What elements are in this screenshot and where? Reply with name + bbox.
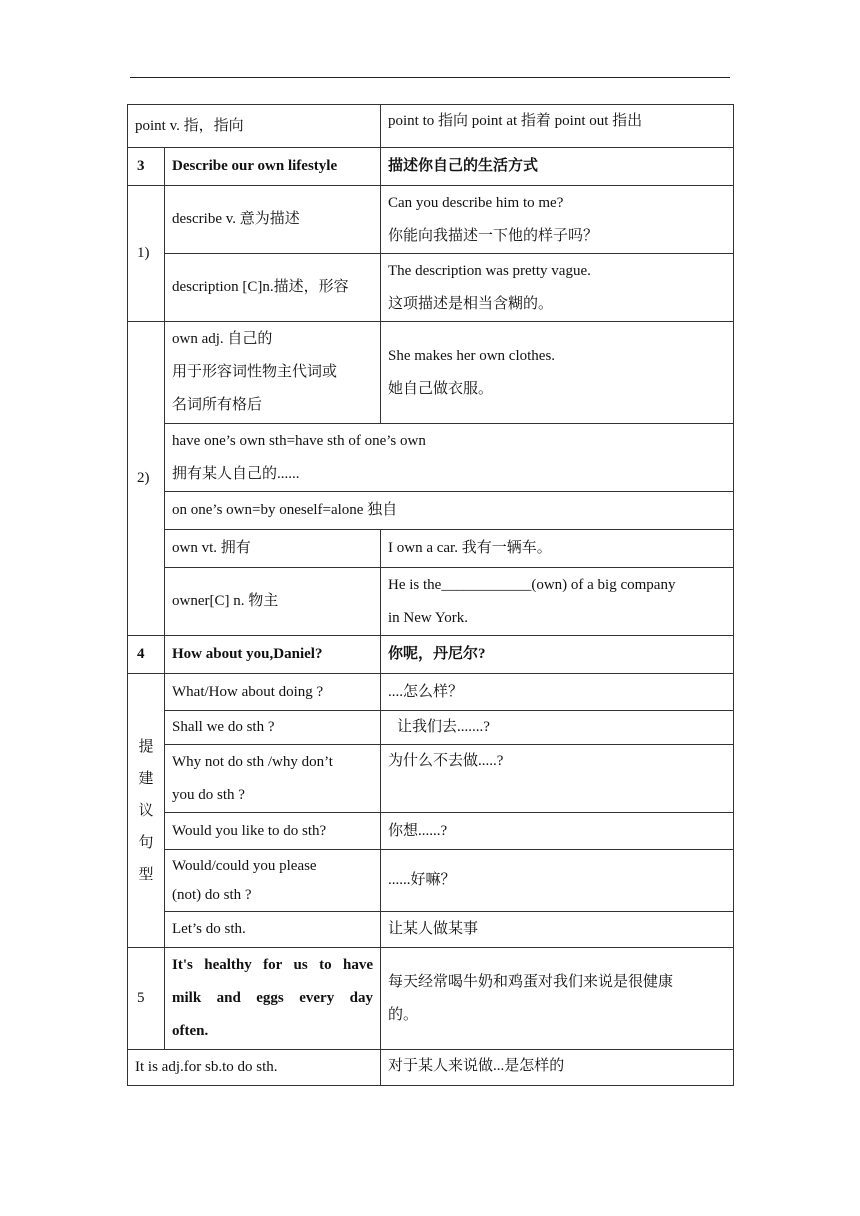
- table-row: [128, 568, 734, 636]
- translation-line: 每天经常喝牛奶和鸡蛋对我们来说是很健康: [388, 973, 674, 990]
- suggestion-meaning: 让我们去.......?: [381, 711, 734, 745]
- suggestion-pattern: Let’s do sth.: [165, 912, 381, 948]
- section-header-row: [128, 148, 734, 186]
- suggestion-pattern: What/How about doing ?: [165, 674, 381, 711]
- cell-example: [381, 186, 734, 254]
- item-number: 2): [128, 322, 165, 636]
- suggestion-label-cell: [128, 674, 165, 948]
- cell-example: [381, 322, 734, 424]
- pattern-line: Why not do sth /why don’t: [172, 753, 333, 770]
- section-header-row: [128, 636, 734, 674]
- cell-point-word: point v. 指，指向: [128, 105, 381, 148]
- cell-phrase: [165, 424, 734, 492]
- cell-phrase: on one’s own=by oneself=alone 独自: [165, 492, 734, 530]
- word-line: 用于形容词性物主代词或: [172, 364, 338, 380]
- phrase-cn: 拥有某人自己的......: [172, 465, 300, 482]
- section-number: 4: [128, 636, 165, 674]
- section-title-cn: 你呢，丹尼尔?: [381, 636, 734, 674]
- cell-exercise: [381, 568, 734, 636]
- pattern-line: (not) do sth ?: [172, 886, 252, 903]
- section-title: How about you,Daniel?: [165, 636, 381, 674]
- example-cn: 你能向我描述一下他的样子吗？: [388, 227, 599, 244]
- cell-word: [165, 322, 381, 424]
- translation-line: 的。: [388, 1006, 419, 1023]
- section-title: Describe our own lifestyle: [165, 148, 381, 186]
- table-row: [128, 912, 734, 948]
- table-row: [128, 105, 734, 148]
- cell-word: owner[C] n. 物主: [165, 568, 381, 636]
- vocab-table: [127, 104, 734, 1086]
- word-line: own adj. 自己的: [172, 331, 273, 347]
- section-title-cn: [381, 948, 734, 1050]
- section-title-cn: 描述你自己的生活方式: [381, 148, 734, 186]
- table-row: [128, 424, 734, 492]
- suggestion-meaning: 你想......?: [381, 813, 734, 850]
- section-header-row: [128, 948, 734, 1050]
- suggestion-meaning: ......好嘛？: [381, 850, 734, 912]
- phrase-en: have one’s own sth=have sth of one’s own: [172, 432, 426, 449]
- table-row: [128, 254, 734, 322]
- suggestion-meaning: ....怎么样？: [381, 674, 734, 711]
- cell-pattern: It is adj.for sb.to do sth.: [128, 1050, 381, 1086]
- cell-word: description [C]n.描述，形容: [165, 254, 381, 322]
- exercise-line: He is the____________(own) of a big company: [388, 576, 676, 593]
- table-row: [128, 530, 734, 568]
- suggestion-label: 提 建 议 句 型: [138, 738, 154, 883]
- title-line: often.: [172, 1023, 209, 1039]
- table-row: [128, 850, 734, 912]
- table-row: [128, 813, 734, 850]
- item-number: 1): [128, 186, 165, 322]
- suggestion-meaning: 让某人做某事: [381, 912, 734, 948]
- cell-example: [381, 254, 734, 322]
- table-row: [128, 745, 734, 813]
- section-title: [165, 948, 381, 1050]
- suggestion-pattern: Shall we do sth ?: [165, 711, 381, 745]
- cell-word: own vt. 拥有: [165, 530, 381, 568]
- section-number: 3: [128, 148, 165, 186]
- example-en: The description was pretty vague.: [388, 262, 591, 279]
- table-row: [128, 492, 734, 530]
- example-cn: 她自己做衣服。: [388, 380, 494, 397]
- pattern-line: Would/could you please: [172, 857, 317, 874]
- cell-point-phrases: point to 指向 point at 指着 point out 指出: [381, 105, 734, 148]
- suggestion-pattern: [165, 850, 381, 912]
- example-en: Can you describe him to me?: [388, 194, 564, 211]
- exercise-line: in New York.: [388, 609, 469, 626]
- example-en: She makes her own clothes.: [388, 347, 556, 364]
- title-line: milk and eggs every day: [172, 990, 373, 1006]
- cell-pattern-cn: 对于某人来说做...是怎样的: [381, 1050, 734, 1086]
- suggestion-pattern: [165, 745, 381, 813]
- table-row: [128, 674, 734, 711]
- table-row: [128, 711, 734, 745]
- cell-word: describe v. 意为描述: [165, 186, 381, 254]
- example-cn: 这项描述是相当含糊的。: [388, 295, 554, 312]
- word-line: 名词所有格后: [172, 397, 263, 413]
- table-row: [128, 1050, 734, 1086]
- table-row: [128, 322, 734, 424]
- table-row: [128, 186, 734, 254]
- pattern-line: you do sth ?: [172, 786, 245, 803]
- header-rule: [130, 77, 730, 78]
- cell-example: I own a car. 我有一辆车。: [381, 530, 734, 568]
- title-line: It's healthy for us to have: [172, 957, 373, 973]
- suggestion-pattern: Would you like to do sth?: [165, 813, 381, 850]
- suggestion-meaning: 为什么不去做.....?: [381, 745, 734, 813]
- section-number: 5: [128, 948, 165, 1050]
